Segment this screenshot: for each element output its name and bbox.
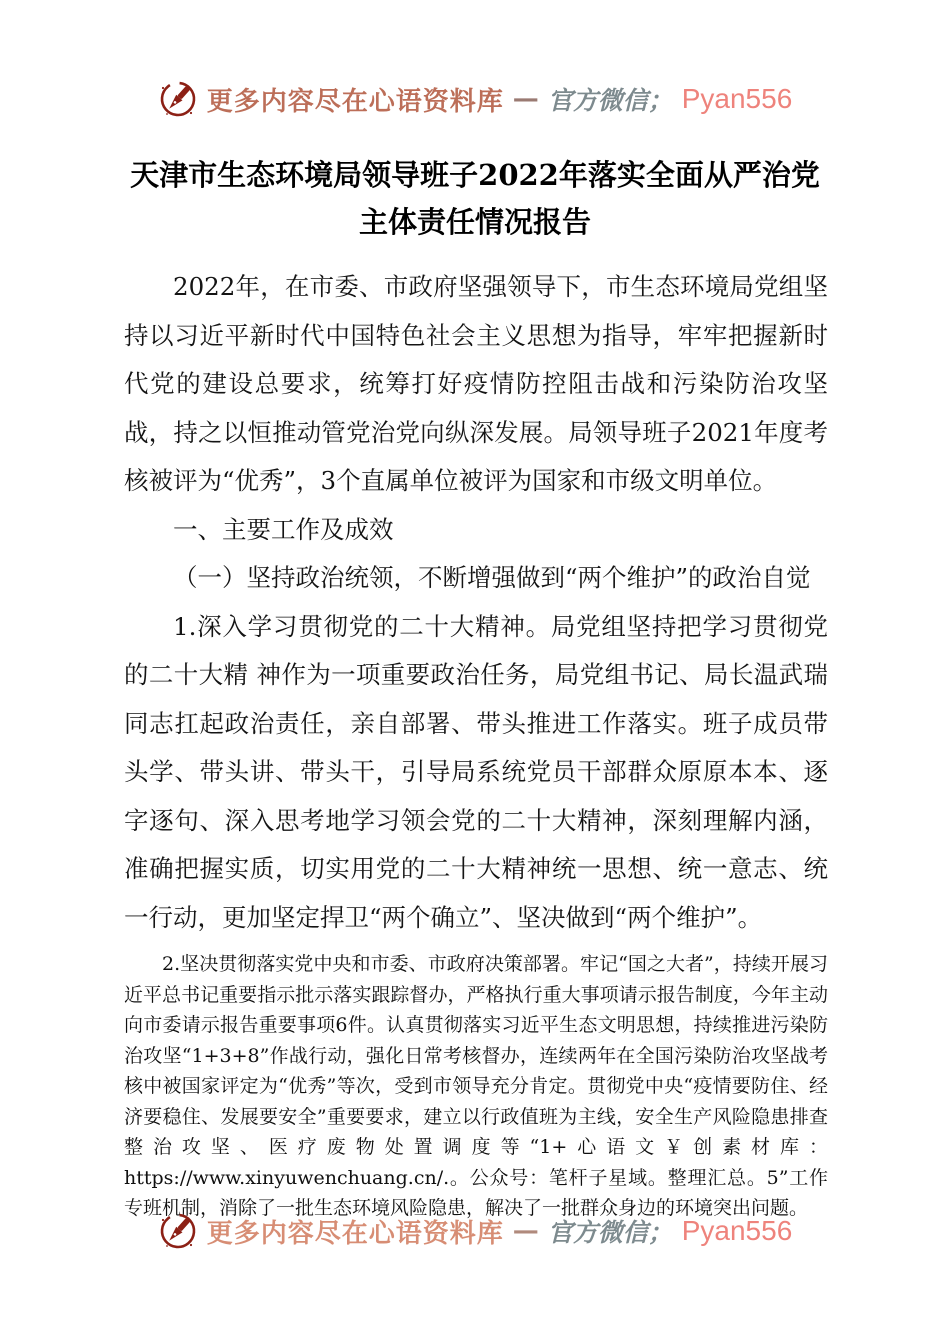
watermark-dash: —	[512, 84, 539, 114]
watermark-brand-text: 更多内容尽在心语资料库	[206, 86, 504, 117]
watermark-dash: —	[512, 1216, 539, 1246]
pen-logo-icon	[158, 1208, 198, 1254]
title-line-2: 主体责任情况报告	[358, 205, 591, 239]
body-paragraph-point-1: 1.深入学习贯彻党的二十大精神。局党组坚持把学习贯彻党的二十大精 神作为一项重要政治任务，局党组书记、局长温武瑞同志扛起政治责任，亲自部署、带头推进工作落实。班子成员带头学、带头讲、带头干，引导局系统党员干部群众原原本本、逐字逐句、深入思考地学习领会党的二十大精神，深刻理解内涵，准确把握实质，切实用党的二十大精神统一思想、统一意志、统一行动，更加坚定捍卫“两个确立”、坚决做到“两个维护”。	[124, 611, 828, 932]
title-line-1: 天津市生态环境局领导班子2022年落实全面从严治党	[130, 158, 820, 192]
subsection-heading-1-1: （一）坚持政治统领，不断增强做到“两个维护”的政治自觉	[173, 563, 811, 592]
document-body	[124, 263, 828, 1224]
wechat-label: 官方微信；	[547, 86, 673, 115]
body-paragraph-intro: 2022年，在市委、市政府坚强领导下，市生态环境局党组坚持以习近平新时代中国特色社会主义思想为指导，牢牢把握新时代党的建设总要求，统筹打好疫情防控阻击战和污染防治攻坚战，持之以恒推动管党治党向纵深发展。局领导班子2021年度考核被评为“优秀”，3个直属单位被评为国家和市级文明单位。	[124, 272, 828, 495]
section-heading-1: 一、主要工作及成效	[173, 514, 394, 544]
pen-logo-icon	[158, 76, 198, 122]
document-title	[60, 152, 890, 246]
wechat-id: Pyan556	[681, 83, 793, 114]
body-paragraph-point-2-fine-print: 2.坚决贯彻落实党中央和市委、市政府决策部署。牢记“国之大者”，持续开展习近平总书记重要指示批示落实跟踪督办，严格执行重大事项请示报告制度，今年主动向市委请示报告重要事项6件。认真贯彻落实习近平生态文明思想，持续推进污染防治攻坚“1+3+8”作战行动，强化日常考核督办，连续两年在全国污染防治攻坚战考核中被国家评定为“优秀”等次，受到市领导充分肯定。贯彻党中央“疫情要防住、经济要稳住、发展要安全”重要要求，建立以行政值班为主线，安全生产风险隐患排查整治攻坚、医疗废物处置调度等“1+心语文￥创素材库：https://www.xinyuwenchuang.cn/.。公众号：笔杆子星域。整理汇总。5”工作专班机制，消除了一批生态环境风险隐患，解决了一批群众身边的环境突出问题。	[124, 953, 828, 1219]
wechat-id: Pyan556	[681, 1215, 793, 1246]
watermark-brand-text: 更多内容尽在心语资料库	[206, 1218, 504, 1249]
watermark-footer	[0, 1208, 950, 1254]
wechat-label: 官方微信；	[547, 1218, 673, 1247]
watermark-header	[0, 0, 950, 122]
